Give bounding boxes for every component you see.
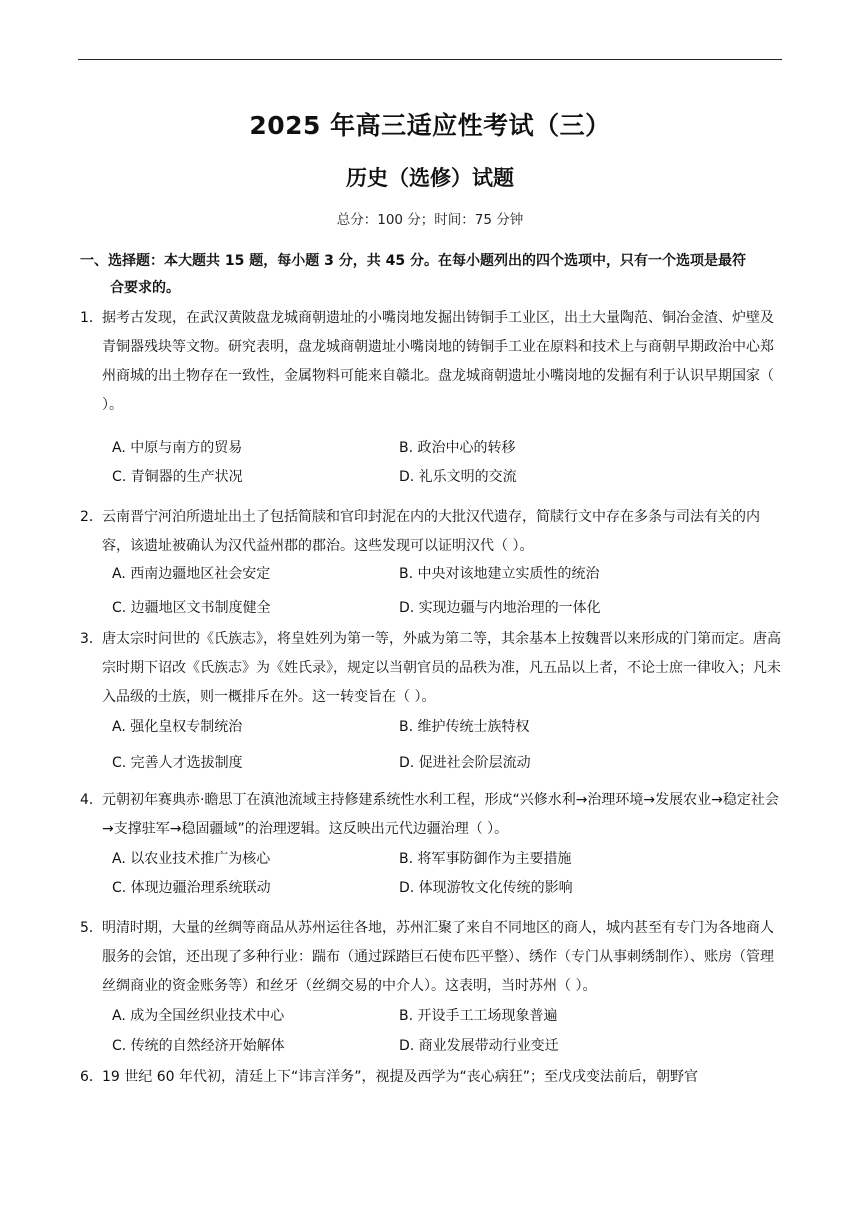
option-c: C. 青铜器的生产状况 [112,469,243,485]
question-number: 3． [80,631,103,647]
option-d: D. 实现边疆与内地治理的一体化 [399,600,601,616]
header-rule [78,59,782,60]
question-5 [80,914,782,1001]
option-b: B. 中央对该地建立实质性的统治 [399,566,600,582]
question-text: 云南晋宁河泊所遗址出土了包括简牍和官印封泥在内的大批汉代遗存，简牍行文中存在多条与司法有关的内容，该遗址被确认为汉代益州郡的郡治。这些发现可以证明汉代（ ）。 [102,509,760,554]
question-text: 唐太宗时问世的《氏族志》，将皇姓列为第一等，外戚为第二等，其余基本上按魏晋以来形成的门第而定。唐高宗时期下诏改《氏族志》为《姓氏录》，规定以当朝官员的品秩为准，凡五品以上者，不论士庶一律收入；凡未入品级的士族，则一概排斥在外。这一转变旨在（ ）。 [102,631,781,705]
option-a: A. 以农业技术推广为核心 [112,851,271,867]
option-b: B. 维护传统士族特权 [399,719,530,735]
option-b: B. 政治中心的转移 [399,440,516,456]
option-c: C. 边疆地区文书制度健全 [112,600,271,616]
option-c: C. 完善人才选拔制度 [112,755,243,771]
option-c: C. 体现边疆治理系统联动 [112,880,271,896]
option-d: D. 商业发展带动行业变迁 [399,1038,559,1054]
question-text: 据考古发现，在武汉黄陂盘龙城商朝遗址的小嘴岗地发掘出铸铜手工业区，出土大量陶范、铜冶金渣、炉壁及青铜器残块等文物。研究表明，盘龙城商朝遗址小嘴岗地的铸铜手工业在原料和技术上与商朝早期政治中心郑州商城的出土物存在一致性，金属物料可能来自赣北。盘龙城商朝遗址小嘴岗地的发掘有利于认识早期国家（ ）。 [102,310,774,413]
option-a: A. 中原与南方的贸易 [112,440,243,456]
question-text: 19 世纪 60 年代初，清廷上下“讳言洋务”，视提及西学为“丧心病狂”；至戊戌变法前后，朝野官 [102,1069,698,1085]
question-number: 4． [80,792,103,808]
question-6 [80,1063,782,1092]
question-number: 5． [80,920,103,936]
option-b: B. 将军事防御作为主要措施 [399,851,572,867]
exam-subtitle: 历史（选修）试题 [346,166,514,190]
section-line-1: 一、选择题：本大题共 15 题，每小题 3 分，共 45 分。在每小题列出的四个选项中，只有一个选项是最符 [80,253,746,269]
question-1 [80,304,782,420]
question-2 [80,503,782,561]
section-line-2: 合要求的。 [110,280,180,296]
option-d: D. 体现游牧文化传统的影响 [399,880,573,896]
option-a: A. 成为全国丝织业技术中心 [112,1008,285,1024]
option-a: A. 强化皇权专制统治 [112,719,243,735]
question-number: 6． [80,1069,103,1085]
question-number: 2． [80,509,103,525]
option-d: D. 礼乐文明的交流 [399,469,517,485]
question-text: 元朝初年赛典赤·瞻思丁在滇池流域主持修建系统性水利工程，形成“兴修水利→治理环境→发展农业→稳定社会→支撑驻军→稳固疆域”的治理逻辑。这反映出元代边疆治理（ ）。 [102,792,779,837]
exam-title: 2025 年高三适应性考试（三） [249,111,611,140]
option-c: C. 传统的自然经济开始解体 [112,1038,285,1054]
question-3 [80,625,782,712]
question-number: 1． [80,310,103,326]
question-text: 明清时期，大量的丝绸等商品从苏州运往各地，苏州汇聚了来自不同地区的商人，城内甚至有专门为各地商人服务的会馆，还出现了多种行业：踹布（通过踩踏巨石使布匹平整）、绣作（专门从事刺绣制作）、账房（管理丝绸商业的资金账务等）和丝牙（丝绸交易的中介人）。这表明，当时苏州（ ）。 [102,920,774,994]
option-d: D. 促进社会阶层流动 [399,755,531,771]
question-4 [80,786,782,844]
option-a: A. 西南边疆地区社会安定 [112,566,271,582]
option-b: B. 开设手工工场现象普遍 [399,1008,558,1024]
exam-info: 总分：100 分；时间：75 分钟 [336,212,524,228]
section-heading [80,248,784,302]
